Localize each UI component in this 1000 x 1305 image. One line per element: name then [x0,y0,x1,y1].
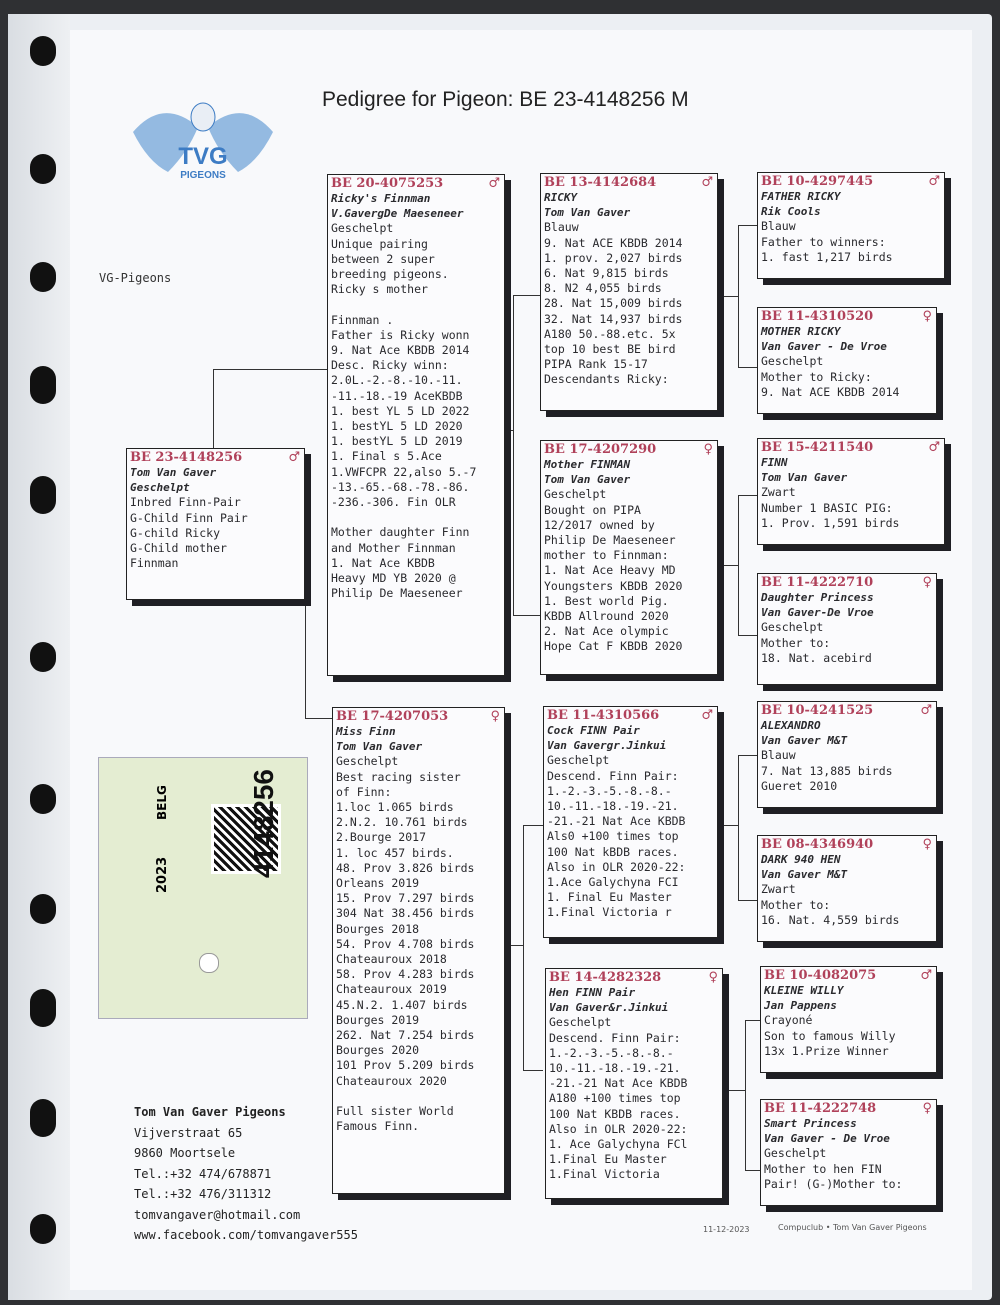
pigeon-detail-line: 1. best YL 5 LD 2022 [331,403,470,418]
connector-line [513,615,540,616]
pigeon-details [328,191,504,601]
pigeon-detail-line: Geschelpt [336,754,399,769]
pigeon-detail-line: A180 50.-88.etc. 5x [544,326,676,341]
pigeon-detail-line: 10.-11.-18.-19.-21. [547,799,679,814]
contact-block [134,1105,358,1249]
sex-icon: ♂ [928,440,940,455]
pigeon-detail-line: 1. Final Eu Master [547,890,672,905]
pigeon-detail-line: FINN [761,456,788,469]
pigeon-detail-line: Bourges 2019 [336,1012,420,1027]
contact-line: www.facebook.com/tomvangaver555 [134,1228,358,1242]
pigeon-card-dam-sire[interactable] [543,706,718,938]
contact-line: 9860 Moortsele [134,1146,236,1160]
pigeon-detail-line: Ricky's Finnman [331,192,431,205]
contact-line: Vijverstraat 65 [134,1125,243,1140]
pigeon-detail-line: 6. Nat 9,815 birds [544,266,669,281]
pigeon-detail-line: Full sister World [336,1104,454,1119]
pigeon-detail-line: 8. N2 4,055 birds [544,281,662,296]
sex-icon: ♀ [703,442,713,457]
pigeon-detail-line: Tom Van Gaver [544,206,631,220]
punch-hole [30,476,56,514]
pigeon-detail-line: Philip De Maeseneer [544,533,676,548]
pigeon-detail-line: Miss Finn [336,725,396,738]
pigeon-detail-line: 100 Nat kBDB races. [547,844,679,859]
pigeon-detail-line: MOTHER RICKY [761,325,841,338]
pigeon-detail-line: A180 +100 times top [549,1091,681,1106]
software-credit: Compuclub • Tom Van Gaver Pigeons [778,1223,927,1232]
pigeon-detail-line: Daughter Princess [761,591,874,604]
pigeon-detail-line: V.GavergDe Maeseneer [331,207,464,221]
pigeon-detail-line: Geschelpt [544,487,607,502]
pigeon-detail-line [331,510,504,525]
pigeon-detail-line: 1. fast 1,217 birds [761,249,893,264]
connector-line [745,1170,760,1171]
sex-icon: ♀ [708,970,718,985]
pigeon-detail-line: -11.-18.-19 AceKBDB [331,388,463,403]
pigeon-details [758,718,936,794]
connector-line [523,1070,543,1071]
pigeon-detail-line: Inbred Finn-Pair [130,495,241,510]
pigeon-detail-line: Bourges 2020 [336,1043,420,1058]
pigeon-detail-line: breeding pigeons. [331,267,449,282]
pigeon-detail-line: KLEINE WILLY [764,984,844,997]
pigeon-detail-line: Best racing sister [336,769,461,784]
sex-icon: ♂ [920,703,932,718]
pigeon-card-sire-dam[interactable] [540,440,718,675]
pigeon-card-sire[interactable] [327,174,505,676]
connector-line [503,945,523,946]
ring-number: BE 11-4310520 [761,309,874,324]
sex-icon: ♀ [490,709,500,724]
pigeon-detail-line: Van Gaver M&T [761,868,848,882]
pigeon-detail-line: Tom Van Gaver [336,740,423,754]
sex-icon: ♂ [288,450,300,465]
pigeon-detail-line: G-child Ricky [130,525,221,540]
pigeon-detail-line: -21.-21 Nat Ace KBDB [547,814,686,829]
ring-number: BE 20-4075253 [331,176,444,191]
connector-line [718,296,738,297]
connector-line [738,367,757,368]
sex-icon: ♂ [928,174,940,189]
sex-icon: ♀ [922,575,932,590]
pigeon-detail-line: Crayoné [764,1013,813,1028]
pigeon-detail-line: mother to Finnman: [544,548,669,563]
pigeon-detail-line: 1. bestYL 5 LD 2019 [331,434,463,449]
pigeon-detail-line: 1.Final Victoria r [547,905,672,920]
pigeon-detail-line: Van Gaver&r.Jinkui [549,1001,669,1015]
sex-icon: ♂ [920,968,932,983]
pigeon-detail-line: Blauw [544,220,579,235]
pigeon-detail-line: 1. prov. 2,027 birds [544,250,683,265]
pigeon-detail-line: 1. Ace Galychyna FCl [549,1137,688,1152]
connector-line [513,295,514,615]
pigeon-detail-line: 10.-11.-18.-19.-21. [549,1061,681,1076]
pigeon-detail-line: Youngsters KBDB 2020 [544,578,683,593]
pigeon-detail-line: 1.Final Eu Master [549,1152,667,1167]
pigeon-details [546,985,722,1183]
sex-icon: ♂ [701,708,713,723]
pigeon-detail-line: Desc. Ricky winn: [331,358,449,373]
punch-hole [30,784,56,814]
pigeon-detail-line: Geschelpt [761,620,824,635]
pigeon-detail-line: Van Gaver M&T [761,734,848,748]
pigeon-detail-line: Zwart [761,882,796,897]
pigeon-detail-line: 28. Nat 15,009 birds [544,296,683,311]
connector-line [738,755,757,756]
pigeon-details [758,590,936,666]
pigeon-detail-line: Geschelpt [549,1015,612,1030]
pigeon-detail-line: 2.0L.-2.-8.-10.-11. [331,373,463,388]
pigeon-detail-line: PIPA Rank 15-17 [544,357,648,372]
ring-year: 2023 [155,856,170,893]
punch-hole [30,1214,56,1244]
pigeon-details [758,455,944,531]
pigeon-detail-line: 1.-2.-3.-5.-8.-8.- [547,783,672,798]
pigeon-detail-line: 1.VWFCPR 22,also 5.-7 [331,464,477,479]
punch-hole [30,894,56,924]
connector-line [513,295,540,296]
pigeon-detail-line: Van Gaver-De Vroe [761,606,874,620]
pigeon-detail-line: 45.N.2. 1.407 birds [336,997,468,1012]
pigeon-details [541,190,717,388]
punch-hole [30,366,56,404]
pigeon-detail-line: 54. Prov 4.708 birds [336,936,475,951]
pigeon-detail-line: Descend. Finn Pair: [549,1030,681,1045]
card-hole [199,953,219,973]
pigeon-details [544,723,717,921]
pigeon-detail-line: Mother to Ricky: [761,369,872,384]
connector-line [738,225,757,226]
pigeon-details [761,1116,936,1192]
pigeon-card-ddd[interactable] [760,1099,937,1206]
pigeon-detail-line: Chateauroux 2019 [336,982,447,997]
pigeon-detail-line: 1. Nat Ace KBDB [331,555,435,570]
pigeon-detail-line: 7. Nat 13,885 birds [761,763,893,778]
ring-number: BE 14-4282328 [549,970,662,985]
ring-number: BE 13-4142684 [544,175,657,190]
pigeon-detail-line: 1.-2.-3.-5.-8.-8.- [549,1045,674,1060]
pigeon-detail-line: 9. Nat ACE KBDB 2014 [544,235,683,250]
pigeon-detail-line: Geschelpt [547,753,610,768]
connector-line [745,1020,746,1170]
pigeon-detail-line: Hen FINN Pair [549,986,636,999]
pigeon-detail-line: Van Gaver - De Vroe [764,1132,890,1146]
pigeon-detail-line: FATHER RICKY [761,190,841,203]
pigeon-details [758,189,944,265]
pigeon-detail-line: Cock FINN Pair [547,724,640,737]
pigeon-detail-line [336,1089,504,1104]
pigeon-detail-line: Also in OLR 2020-22: [547,859,686,874]
pigeon-detail-line: Father is Ricky wonn [331,327,470,342]
pigeon-detail-line: Mother to: [761,635,831,650]
pigeon-detail-line: 32. Nat 14,937 birds [544,311,683,326]
pigeon-detail-line: KBDB Allround 2020 [544,609,669,624]
pigeon-detail-line: Descendants Ricky: [544,372,669,387]
pigeon-detail-line: Gueret 2010 [761,778,838,793]
pigeon-detail-line: G-Child Finn Pair [130,510,248,525]
pigeon-detail-line: 9. Nat ACE KBDB 2014 [761,384,900,399]
pigeon-detail-line: 304 Nat 38.456 birds [336,906,475,921]
ring-number: BE 17-4207290 [544,442,657,457]
ring-number: BE 11-4222748 [764,1101,877,1116]
pigeon-details [761,983,936,1059]
pigeon-detail-line: Tom Van Gaver [544,473,631,487]
pigeon-card-sdd[interactable] [757,573,937,685]
pigeon-detail-line: RICKY [544,191,578,204]
pigeon-detail-line: Mother FINMAN [544,458,631,471]
pigeon-detail-line: Philip De Maeseneer [331,586,463,601]
pigeon-detail-line: Famous Finn. [336,1119,420,1134]
pigeon-details [333,724,504,1134]
pigeon-card-dds[interactable] [760,966,937,1073]
pigeon-detail-line: 1.Ace Galychyna FCI [547,875,679,890]
connector-line [738,225,739,367]
contact-line: tomvangaver@hotmail.com [134,1207,301,1222]
pigeon-card-sss[interactable] [757,172,945,279]
pigeon-detail-line: Son to famous Willy [764,1028,896,1043]
ring-number: BE 10-4082075 [764,968,877,983]
pigeon-detail-line: Hope Cat F KBDB 2020 [544,639,683,654]
pigeon-detail-line: Finnman [130,556,179,571]
pigeon-detail-line: 101 Prov 5.209 birds [336,1058,475,1073]
page-title: Pedigree for Pigeon: BE 23-4148256 M [322,88,689,111]
pigeon-detail-line: -21.-21 Nat Ace KBDB [549,1076,688,1091]
pigeon-card-dss[interactable] [757,701,937,808]
pigeon-detail-line: Chateauroux 2020 [336,1073,447,1088]
ring-number: BE 10-4297445 [761,174,874,189]
sex-icon: ♀ [922,309,932,324]
sex-icon: ♂ [701,175,713,190]
punch-hole [30,1099,56,1137]
pigeon-detail-line: 2. Nat Ace olympic [544,624,669,639]
print-date: 11-12-2023 [703,1225,750,1234]
pigeon-detail-line: 18. Nat. acebird [761,650,872,665]
punch-hole [30,989,56,1027]
pigeon-detail-line: Smart Princess [764,1117,857,1130]
logo-text: TVG [178,143,228,170]
pigeon-detail-line: ALEXANDRO [761,719,821,732]
pigeon-detail-line: 12/2017 owned by [544,517,655,532]
connector-line [738,495,739,635]
pigeon-detail-line: Also in OLR 2020-22: [549,1121,688,1136]
sex-icon: ♂ [488,176,500,191]
contact-line: Tel.:+32 476/311312 [134,1187,272,1201]
pigeon-detail-line: -13.-65.-68.-78.-86. [331,479,470,494]
pigeon-detail-line: 1. loc 457 birds. [336,845,454,860]
connector-line [523,825,524,1070]
pigeon-detail-line: 16. Nat. 4,559 birds [761,912,900,927]
ring-number: BE 11-4222710 [761,575,874,590]
pigeon-card-dsd[interactable] [757,835,937,942]
ring-number: BE 23-4148256 [130,450,243,465]
pigeon-detail-line: Geschelpt [764,1146,827,1161]
connector-line [213,369,327,370]
connector-line [745,1020,760,1021]
connector-line [523,825,543,826]
pigeon-detail-line: 1. Final s 5.Ace [331,449,442,464]
connector-line [718,565,738,566]
contact-line: Tel.:+32 474/678871 [134,1166,272,1181]
connector-line [738,755,739,900]
pigeon-detail-line: Jan Pappens [764,999,837,1013]
pigeon-details [758,324,936,400]
pigeon-detail-line: 1. Prov. 1,591 birds [761,515,900,530]
pigeon-card-dam-dam[interactable] [545,968,723,1199]
logo-subtext: PIGEONS [180,170,226,181]
pigeon-detail-line: 1. Best world Pig. [544,593,669,608]
pigeon-details [758,852,936,928]
pigeon-card-sire-sire[interactable] [540,173,718,411]
sex-icon: ♀ [922,1101,932,1116]
pigeon-detail-line: Tom Van Gaver [761,471,848,485]
pigeon-detail-line: Van Gavergr.Jinkui [547,739,667,753]
pigeon-card-sds[interactable] [757,438,945,545]
connector-line [305,598,306,718]
pigeon-detail-line: Descend. Finn Pair: [547,768,679,783]
pigeon-detail-line: Geschelpt [331,221,394,236]
ring-number: BE 15-4211540 [761,440,874,455]
ring-number: BE 17-4207053 [336,709,449,724]
pigeon-detail-line: 1. bestYL 5 LD 2020 [331,419,463,434]
pigeon-card-ssd[interactable] [757,307,937,414]
pigeon-detail-line: and Mother Finnman [331,540,456,555]
punch-hole [30,262,56,292]
pigeon-detail-line: -236.-306. Fin OLR [331,495,456,510]
pigeon-detail-line: 48. Prov 3.826 birds [336,860,475,875]
pigeon-card-main[interactable] [126,448,305,600]
pigeon-detail-line: Orleans 2019 [336,876,420,891]
pigeon-detail-line: Van Gaver - De Vroe [761,340,887,354]
pigeon-detail-line: 15. Prov 7.297 birds [336,891,475,906]
punch-hole [30,642,56,672]
pigeon-detail-line [331,297,504,312]
pigeon-details [541,457,717,655]
pigeon-detail-line: 1.loc 1.065 birds [336,800,454,815]
pigeon-detail-line: 13x 1.Prize Winner [764,1043,889,1058]
pigeon-detail-line: of Finn: [336,784,392,799]
pigeon-detail-line: Father to winners: [761,234,886,249]
pigeon-detail-line: 1.Final Victoria [549,1167,660,1182]
connector-line [718,825,738,826]
pigeon-detail-line: Pair! (G-)Mother to: [764,1176,903,1191]
pigeon-detail-line: Unique pairing [331,236,428,251]
punch-hole [30,36,56,66]
connector-line [723,1090,745,1091]
pigeon-detail-line: Ricky s mother [331,282,428,297]
contact-line: Tom Van Gaver Pigeons [134,1105,286,1119]
pigeon-detail-line: Blauw [761,748,796,763]
punch-strip [8,14,70,1300]
ring-number: BE 10-4241525 [761,703,874,718]
pigeon-detail-line: top 10 best BE bird [544,342,676,357]
pigeon-detail-line: Heavy MD YB 2020 @ [331,571,456,586]
connector-line [213,369,214,449]
pigeon-detail-line: Rik Cools [761,205,821,219]
pigeon-detail-line: 58. Prov 4.283 birds [336,967,475,982]
site-name: VG-Pigeons [99,271,172,285]
pigeon-detail-line: Als0 +100 times top [547,829,679,844]
connector-line [738,900,757,901]
pigeon-detail-line: between 2 super [331,251,435,266]
pigeon-detail-line: Zwart [761,485,796,500]
pigeon-detail-line: G-Child mother [130,541,227,556]
pigeon-detail-line: Tom Van Gaver [130,466,217,479]
punch-hole [30,154,56,184]
pigeon-detail-line: 1. Nat Ace Heavy MD [544,563,676,578]
ring-country: BELG [155,785,169,820]
tvg-logo [128,92,278,192]
connector-line [738,495,757,496]
ring-number-large: 4148256 [248,768,279,878]
pigeon-detail-line: 9. Nat Ace KBDB 2014 [331,343,470,358]
ring-number: BE 08-4346940 [761,837,874,852]
pigeon-detail-line: Geschelpt [761,354,824,369]
pigeon-detail-line: Geschelpt [130,481,190,495]
pigeon-detail-line: Mother to: [761,897,831,912]
pigeon-detail-line: 2.Bourge 2017 [336,830,427,845]
pigeon-detail-line: Finnman . [331,312,394,327]
pigeon-detail-line: Bourges 2018 [336,921,420,936]
pigeon-detail-line: 262. Nat 7.254 birds [336,1028,475,1043]
pigeon-detail-line: Blauw [761,219,796,234]
pigeon-detail-line: Mother to hen FIN [764,1161,882,1176]
pigeon-detail-line: Bought on PIPA [544,502,641,517]
connector-line [305,718,332,719]
pigeon-detail-line: Number 1 BASIC PIG: [761,500,893,515]
pigeon-details [127,465,304,571]
pigeon-detail-line: DARK 940 HEN [761,853,841,866]
sex-icon: ♀ [922,837,932,852]
pigeon-detail-line: Mother daughter Finn [331,525,470,540]
connector-line [738,635,757,636]
pigeon-detail-line: 2.N.2. 10.761 birds [336,815,468,830]
pigeon-detail-line: Chateauroux 2018 [336,952,447,967]
ring-number: BE 11-4310566 [547,708,660,723]
pigeon-detail-line: 100 Nat KBDB races. [549,1106,681,1121]
